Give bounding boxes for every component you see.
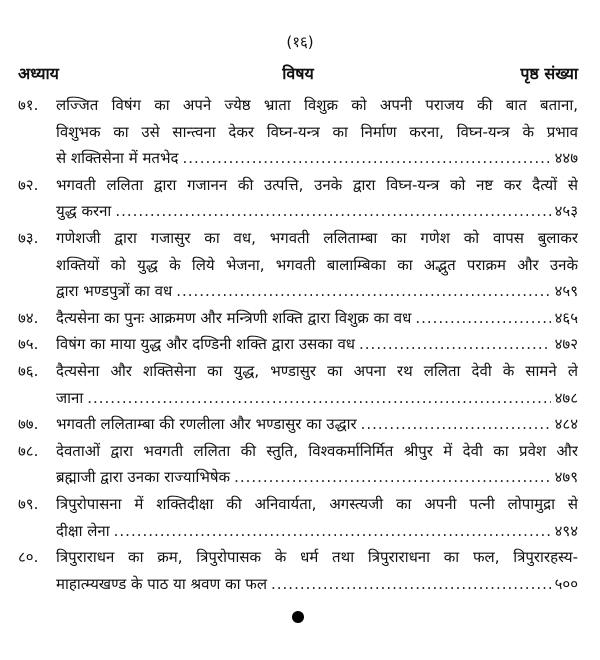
- page-ref: ४५९: [554, 282, 578, 301]
- page-ref: ४८४: [554, 415, 578, 434]
- page-number: (१६): [286, 33, 314, 51]
- toc-entry: [18, 491, 578, 544]
- entry-line: [56, 411, 578, 438]
- entry-line: [56, 305, 578, 332]
- entry-text: से शक्तिसेना में मतभेद: [56, 149, 179, 168]
- entry-line: लज्जित विषंग का अपने ज्येष्ठ भ्राता विशुक्र को अपनी पराजय की बात बताना,: [56, 96, 578, 114]
- entry-line: त्रिपुरोपासना में शक्तिदीक्षा की अनिवार्यता, अगस्त्यजी का अपनी पत्नी लोपामुद्रा से: [56, 494, 578, 513]
- dot-leader: [415, 305, 550, 332]
- page-ref: ४७८: [554, 388, 578, 407]
- entry-line: शक्तियों को युद्ध के लिये भेजना, भगवती बालाम्बिका का अद्भुत पराक्रम और उनके: [56, 255, 578, 274]
- toc-entry: [18, 172, 578, 225]
- entry-text: माहात्म्यखण्ड के पाठ या श्रवण का फल: [56, 574, 267, 593]
- toc-entry: [18, 411, 578, 438]
- entry-line: भगवती ललिता द्वारा गजानन की उत्पत्ति, उनके द्वारा विघ्न-यन्त्र को नष्ट कर दैत्यों से: [56, 175, 578, 194]
- end-bullet: [292, 611, 304, 623]
- entry-line: [56, 145, 578, 172]
- entry-text: जाना: [56, 388, 84, 407]
- toc-entry: [18, 92, 578, 172]
- page-ref: ४७९: [554, 468, 578, 487]
- page-ref: ४९४: [554, 521, 578, 540]
- entry-text: युद्ध करना: [56, 202, 112, 221]
- toc-entry: [18, 225, 578, 305]
- table-of-contents: [18, 92, 578, 597]
- dot-leader: [115, 198, 550, 225]
- entry-line: [56, 464, 578, 491]
- dot-leader: [176, 278, 550, 305]
- chapter-number: ८०.: [18, 548, 39, 567]
- entry-text: भगवती ललिताम्बा की रणलीला और भण्डासुर का उद्धार: [56, 415, 357, 434]
- chapter-number: ७६.: [18, 361, 39, 380]
- entry-text: द्वारा भण्डपुत्रों का वध: [56, 282, 173, 301]
- header-page: पृष्ठ संख्या: [520, 64, 578, 83]
- entry-line: दैत्यसेना और शक्तिसेना का युद्ध, भण्डासुर का अपना रथ ललिता देवी के सामने ले: [56, 361, 578, 380]
- toc-header: [18, 62, 578, 86]
- chapter-number: ७८.: [18, 441, 39, 460]
- toc-entry: [18, 544, 578, 597]
- toc-entry: [18, 305, 578, 332]
- dot-leader: [114, 518, 551, 545]
- header-chapter: अध्याय: [18, 64, 59, 83]
- toc-entry: [18, 438, 578, 491]
- entry-line: [56, 198, 578, 225]
- chapter-number: ७५.: [18, 335, 39, 354]
- entry-line: त्रिपुराराधन का क्रम, त्रिपुरोपासक के धर्म तथा त्रिपुराराधना का फल, त्रिपुरारहस्य-: [56, 548, 578, 567]
- chapter-number: ७२.: [18, 175, 39, 194]
- entry-text: दैत्यसेना का पुनः आक्रमण और मन्त्रिणी शक्ति द्वारा विशुक्र का वध: [56, 308, 412, 327]
- entry-line: [56, 385, 578, 412]
- page-ref: ५००: [554, 574, 578, 593]
- dot-leader: [87, 385, 550, 412]
- header-subject: विषय: [282, 64, 314, 83]
- dot-leader: [182, 145, 550, 172]
- entry-line: [56, 331, 578, 358]
- entry-line: [56, 278, 578, 305]
- dot-leader: [359, 331, 551, 358]
- chapter-number: ७७.: [18, 415, 39, 434]
- chapter-number: ७४.: [18, 308, 39, 327]
- page-ref: ४७२: [554, 335, 578, 354]
- entry-line: [56, 571, 578, 598]
- entry-line: देवताओं द्वारा भवगती ललिता की स्तुति, विश्वकर्मानिर्मित श्रीपुर में देवी का प्रवेश और: [56, 441, 578, 460]
- entry-text: दीक्षा लेना: [56, 521, 110, 540]
- entry-line: विशुभक का उसे सान्त्वना देकर विघ्न-यन्त्र का निर्माण करना, विघ्न-यन्त्र के प्रभाव: [56, 122, 578, 141]
- dot-leader: [271, 571, 551, 598]
- chapter-number: ७१.: [18, 96, 39, 114]
- entry-text: ब्रह्माजी द्वारा उनका राज्याभिषेक: [56, 468, 231, 487]
- page-ref: ४४७: [554, 149, 578, 168]
- entry-text: विषंग का माया युद्ध और दण्डिनी शक्ति द्वारा उसका वध: [56, 335, 356, 354]
- dot-leader: [234, 464, 551, 491]
- chapter-number: ७३.: [18, 228, 39, 247]
- entry-line: [56, 518, 578, 545]
- page-ref: ४५३: [554, 202, 578, 221]
- page-ref: ४६५: [554, 308, 578, 327]
- toc-entry: [18, 331, 578, 358]
- dot-leader: [361, 411, 551, 438]
- chapter-number: ७९.: [18, 494, 39, 513]
- toc-entry: [18, 358, 578, 411]
- entry-line: गणेशजी द्वारा गजासुर का वध, भगवती ललिताम्बा का गणेश को वापस बुलाकर: [56, 228, 578, 247]
